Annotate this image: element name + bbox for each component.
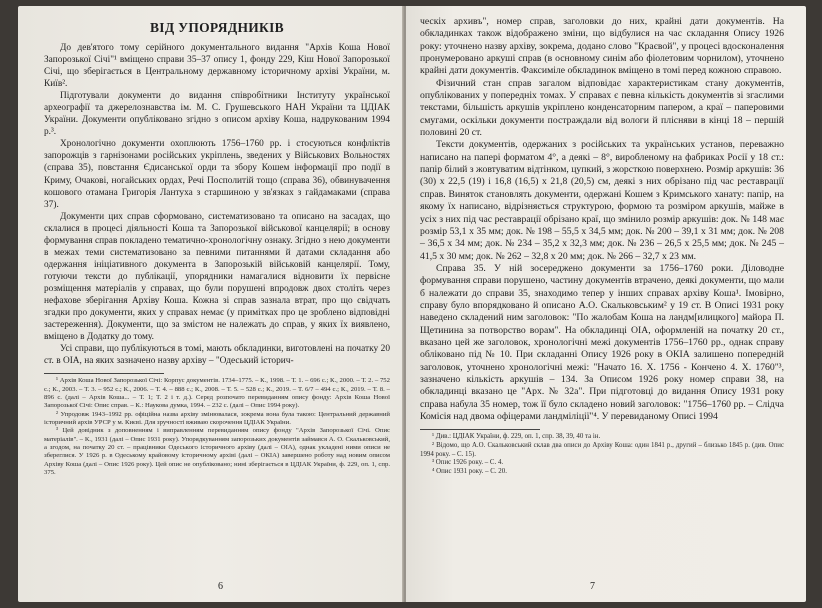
footnote: ³ Опис 1926 року. – С. 4. (432, 459, 504, 467)
footnote: ² Упродовж 1943–1992 рр. офіційна назва архіву змінювалася, зокрема вона була такою: Центральний державний історичний архів УРСР у м. Києві. Для зручності вживаю скорочення ЦДІАК України. (44, 410, 390, 426)
right-page (406, 6, 806, 602)
paragraph: Справа 35. У ній зосереджено документи за 1756–1760 роки. Діловодне формування справи порушено, частину документів втрачено, деякі документи, що мали б належати до справи 35, знаходимо тепер у інших справах архіву Коша¹. Імовірно, справу було впорядковано й описано А.О. Скальковським² у 19 ст. В Описі 1931 року наведено складений ним заголовок: "По жалобам Коша на ландм[илицкого] майора П. Щетинина за потворство ворам". На обкладинці ОІА, оформленій на початку 20 ст., вказано цей же заголовок, хронологічні межі документів 1756–1760 рр., однак справу обліковано під № 10. При складанні Опису 1926 року в ОКІА залишено попередній заголовок, уточнено хронологічні межі: "Начато 16. X. 1756 - Кончено 4. X. 1760"³, зазначено кількість аркушів – 134. За Описом 1926 року номер справи 38, на обкладинці вказано це "Арх. № 32а". При підготовці до видання Опису 1931 року справа набула 35 номер, тож її було складено новий заголовок: "1756–1760 рр. – Слідча Комісія над двома офіцерами ландміліції"⁴. У перевиданому Описі 1994 (420, 262, 784, 422)
page-number: 6 (218, 581, 223, 592)
footnote-divider (44, 373, 164, 374)
paragraph: Підготували документи до видання співробітники Інституту української археографії та джерелознавства ім. М. С. Грушевського НАН України та ЦДІАК України. Документи опубліковано згідно з описом архіву Коша, надрукованим 1994 р.³. (44, 91, 390, 138)
paragraph: Тексти документів, одержаних з російських та українських установ, переважно написано на папері форматом 4°, а деякі – 8°, виробленому на фабриках Росії у 18 ст.: папір білий з жовтуватим відтінком, цупкий, з жорсткою поверхнею. Розмір аркушів: 36 (30) х 22,5 (19) і 16,8 (16,5) х 21,8 (20,5) см, деякі з них обрізано під час реставрації справ. Виняток становлять документи, одержані Кошем з Кримського ханату: папір, на якому їх написано, відрізняється структурою, формою та розміром аркушів, майже в усіх з них під час реставрації обрізано краї, що змінило розмір аркушів: док. № 148 має розмір 53,1 х 35 мм; док. № 198 – 55,5 х 34,5 мм; док. № 200 – 39,1 х 31 мм; док. № 208 – 36,5 х 34 мм; док. № 234 – 35,2 х 32,3 мм; док. № 236 – 26,5 х 25,5 мм; док. № 245 – 41,5 х 30 мм; док. № 262 – 32,8 х 20 мм; док. № 266 – 32,7 х 23 мм. (420, 139, 784, 262)
footnote: ¹ Архів Коша Нової Запорозької Січі: Корпус документів. 1734–1775. – К., 1998. – Т. 1. – 696 с.; К., 2000. – Т. 2. – 752 с.; К., 2003. – Т. 3. – 952 с.; К., 2006. – Т. 4. – 888 с.; К., 2008. – Т. 5. – 528 с.; К., 2019. – Т. 6/7 – 494 с.; К., 2019. – Т. 8. – 896 с. (далі – Архів Коша... – Т. 1; Т. 2 і т. д.). Серед розпочато перевиданням опису фонду: Архів Коша Нової Запорозької Січі: Опис справ. – К.: Наукова думка, 1994. – 232 с. (далі – Опис 1994 року). (44, 377, 390, 410)
paragraph: Фізичний стан справ загалом відповідає характеристикам стану документів, опублікованих у попередніх томах. У справах є певна кількість документів зі згаслими текстами, більшість аркушів укріплено конденсаторним папером, а краї – паперовими смугами, оскільки документи постраждали від вологи й плісняви в кінці 18 – першій половині 20 ст. (420, 77, 784, 139)
paragraph: Хронологічно документи охоплюють 1756–1760 рр. і стосуються конфліктів запорожців з гарнізонами російських укріплень, зведених у Військових Вольностях (справа 35), повстання Єдисанської орди та збору Кошем інформації про події в Криму, Очакові, ногайських ордах, Речі Посполитій тощо (справа 36), обвинувачення кошового отамана Григорія Лантуха з старшиною у зв'язках з гайдамаками (справа 37). (44, 139, 390, 210)
left-page (18, 6, 404, 602)
footnote: ² Відомо, що А.О. Скальковський склав два описи до Архіву Коша: один 1841 р., другий – близько 1845 р. (див. Опис 1994 року. – С. 15). (420, 441, 784, 458)
paragraph: Усі справи, що публікуються в томі, мають обкладинки, виготовлені на початку 20 ст. в ОІА, на яких зазначено назву архіву – "Одеський історич- (44, 344, 390, 367)
paragraph: ческіх архивъ", номер справ, заголовки до них, крайні дати документів. На обкладинках також відображено зміни, що відбулися на час складання Опису 1926 року: уточнено назву архіву, зокрема, додано слово "Краєвой", у процесі вдосконалення пронумеровано аркуші справ (в основному синім або фіолетовим чорнилом), уточнено крайні дати документів. Факсиміле обкладинок вміщено в томі перед кожною справою. (420, 16, 784, 77)
footnote: ¹ Див.: ЦДІАК України, ф. 229, оп. 1, спр. 38, 39, 40 та ін. (432, 433, 601, 441)
page-number: 7 (590, 581, 595, 592)
footnote: ³ Цей довідник з доповненням і виправленням перевиданням опису фонду "Архів Запорозької Січі. Опис матеріалів". – К., 1931 (далі – Опис 1931 року). Упорядкуванням запорозьких документів займався А. О. Скальковський, а згодом, на початку 20 ст. – працівники Одеського історичного архіву (далі – ОІА), однак укладені ними описи не збереглися. У 1926 р. в Одеському крайовому історичному архіві (далі – ОКІА) завершено роботу над новим описом Архіву Коша (далі – Опис 1926 року). Цей опис не опубліковано; нині зберігається в ЦДІАК України, ф. 229, оп. 1, спр. 375. (44, 427, 390, 477)
paragraph: До дев'ятого тому серійного документального видання "Архів Коша Нової Запорозької Січі"¹ вміщено справи 35–37 опису 1, фонду 229, Кіш Нової Запорозької Січі, що зберігається в Центральному державному історичному архіві України, м. Київ². (44, 43, 390, 90)
page-title: ВІД УПОРЯДНИКІВ (150, 20, 284, 35)
footnote: ⁴ Опис 1931 року. – С. 20. (432, 467, 507, 475)
paragraph: Документи цих справ сформовано, систематизовано та описано на засадах, що склалися в процесі діяльності Коша та Запорозької військової канцелярії; в основу формування справ покладено тематично-хронологічну ознаку. Згідно з нею документи в межах теми систематизовано за певними питаннями й датами складання або одержання ініціативного документа в Запорозькій військовій канцелярії. Тому, готуючи тексти до публікації, упорядники намагалися відновити їх первісне розміщення матеріалів у справах, що були порушені впродовж двох століть через нефахове зберігання Архіву Коша. Кожна зі справ зазнала втрат, про що свідчать згадки про документи, яких у справах немає (у примітках про це зроблено відповідні застереження). Документи, що за змістом не належать до справ, у яких їх виявлено, вміщено в Додатку до тому. (44, 211, 390, 343)
footnote-divider (420, 429, 540, 430)
